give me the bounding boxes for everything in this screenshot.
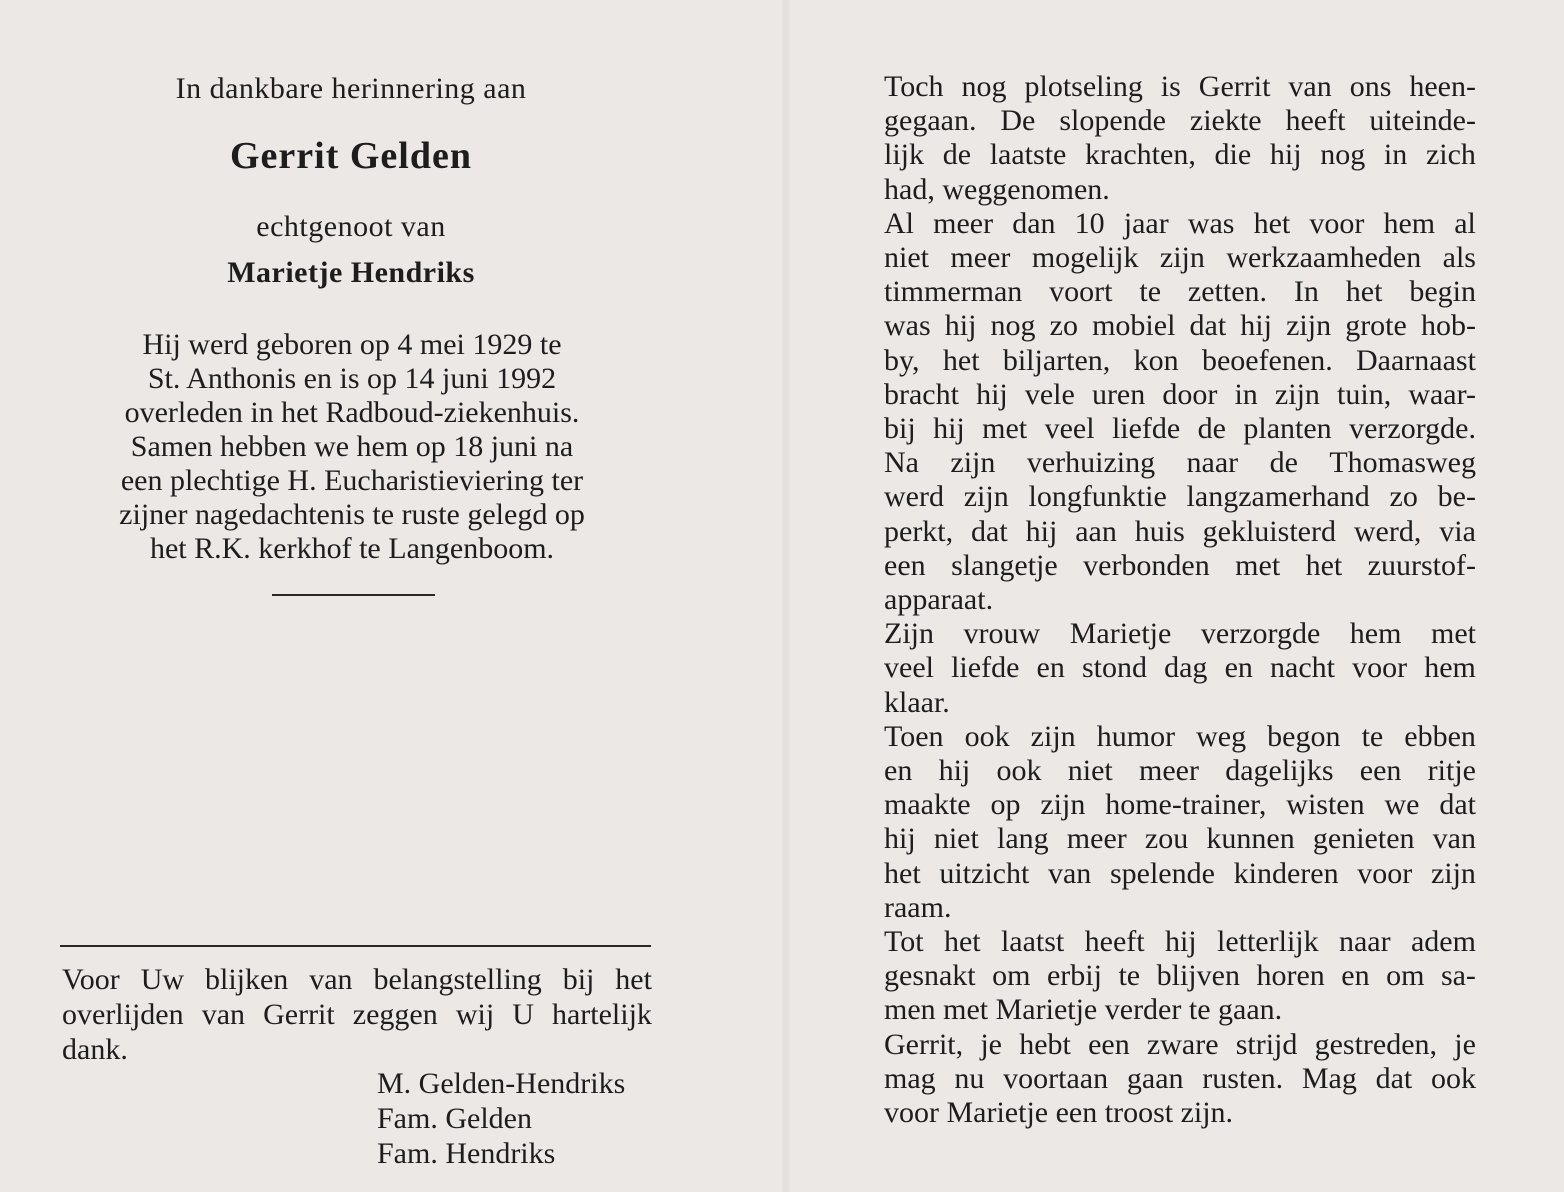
text-line <box>884 651 1476 685</box>
word: om <box>992 959 1031 993</box>
word: om <box>1386 959 1425 993</box>
word: Toen <box>884 719 944 753</box>
word: veel <box>1044 412 1095 446</box>
word: spelende <box>1109 856 1215 890</box>
word: in <box>1234 377 1258 411</box>
word: van <box>309 963 353 996</box>
word: werd <box>884 480 944 514</box>
word: hebt <box>1019 1027 1071 1061</box>
word: heeft <box>1084 925 1145 959</box>
word: mag <box>884 1061 936 1095</box>
word: een <box>1359 754 1402 788</box>
word: zo <box>1389 480 1418 514</box>
word: longfunktie <box>1028 480 1167 514</box>
word: zware <box>1146 1027 1219 1061</box>
word: Toch <box>884 70 944 103</box>
word: hij <box>944 309 977 343</box>
word: naar <box>1186 446 1239 480</box>
word: Thomasweg <box>1329 446 1476 480</box>
word: Voor <box>62 963 120 996</box>
text-line <box>884 857 1476 891</box>
word: via <box>1439 514 1476 548</box>
word: het <box>1345 275 1383 309</box>
word: dan <box>1012 206 1056 240</box>
text-line <box>884 480 1476 514</box>
word: van <box>201 998 246 1031</box>
word: U <box>512 998 534 1031</box>
word: wisten <box>1286 788 1365 822</box>
word: Daarnaast <box>1356 343 1476 377</box>
word: we <box>1384 788 1420 822</box>
text-line <box>884 1062 1476 1096</box>
word: planten <box>1243 412 1332 446</box>
text-line <box>884 241 1476 275</box>
spouse-name: Marietje Hendriks <box>227 256 475 289</box>
word: een <box>884 548 926 582</box>
word: dank. <box>62 1033 128 1066</box>
word: het <box>1253 206 1291 240</box>
text-line <box>884 344 1476 378</box>
word: dat <box>1375 1061 1413 1095</box>
word: te <box>1118 959 1141 993</box>
text-line <box>884 515 1476 549</box>
word: Mag <box>1301 1061 1357 1095</box>
word: nog <box>961 70 1007 103</box>
word: werd, <box>1353 514 1422 548</box>
word: naar <box>1338 925 1391 959</box>
word: dat <box>1189 309 1227 343</box>
word: zijn <box>1274 377 1320 411</box>
word: ook <box>964 719 1010 753</box>
word: aan <box>1075 514 1117 548</box>
word: ook <box>1431 1061 1476 1095</box>
word: kunnen <box>1206 822 1295 856</box>
text-line <box>884 822 1476 856</box>
word: zijn <box>1159 241 1205 275</box>
word: was <box>1187 206 1235 240</box>
word: door <box>1162 377 1218 411</box>
word: slopende <box>1059 104 1166 138</box>
word: hij <box>976 377 1008 411</box>
word: je <box>980 1027 1002 1061</box>
word: ons <box>1349 70 1392 103</box>
word: bracht <box>884 377 959 411</box>
word: zijn <box>1430 856 1476 890</box>
text-line <box>884 788 1476 822</box>
word: dagelijks <box>1225 754 1334 788</box>
word: strijd <box>1235 1027 1298 1061</box>
word: werkzaamheden <box>1226 241 1422 275</box>
word: het <box>1305 548 1343 582</box>
word: zetten. <box>1187 275 1268 309</box>
long-divider <box>60 945 651 947</box>
text-line: had, weggenomen. <box>884 172 1110 206</box>
word: vele <box>1024 377 1075 411</box>
text-line <box>884 959 1476 993</box>
word: Tot <box>884 925 924 959</box>
relation-text: echtgenoot van <box>256 210 446 243</box>
word: zijn <box>1030 719 1076 753</box>
word: voortaan <box>1003 1061 1109 1095</box>
word: grote <box>1345 309 1407 343</box>
word: de <box>1197 412 1226 446</box>
text-line <box>884 378 1476 412</box>
word: die <box>1214 138 1252 172</box>
text-line: klaar. <box>884 685 950 719</box>
text-line <box>884 1028 1476 1062</box>
word: een <box>1088 1027 1130 1061</box>
bio-line: het R.K. kerkhof te Langenboom. <box>149 532 555 565</box>
word: huis <box>1134 514 1185 548</box>
text-line <box>884 275 1476 309</box>
word: biljarten, <box>1002 343 1111 377</box>
text-line <box>884 412 1476 446</box>
word: gestreden, <box>1314 1027 1438 1061</box>
word: overlijden <box>62 998 184 1031</box>
word: op <box>990 788 1021 822</box>
bio-line: Hij werd geboren op 4 mei 1929 te <box>142 328 562 361</box>
word: tuin, <box>1337 377 1392 411</box>
word: met <box>982 412 1028 446</box>
word: by, <box>884 343 920 377</box>
word: Gerrit, <box>884 1027 964 1061</box>
word: meer <box>950 241 1011 275</box>
word: zeggen <box>352 998 438 1031</box>
text-line <box>884 754 1476 788</box>
word: nacht <box>1270 651 1335 685</box>
word: van <box>1047 856 1092 890</box>
word: slangetje <box>951 548 1058 582</box>
word: hij <box>1025 514 1058 548</box>
text-line <box>884 138 1476 172</box>
text-line <box>884 70 1476 104</box>
text-line <box>884 617 1476 651</box>
word: nog <box>1320 138 1366 172</box>
word: nu <box>954 1061 985 1095</box>
word: lang <box>996 822 1049 856</box>
word: is <box>1160 70 1181 103</box>
word: hob- <box>1420 309 1476 343</box>
word: bij <box>884 412 916 446</box>
word: uren <box>1091 377 1146 411</box>
word: letterlijk <box>1216 925 1319 959</box>
word: timmerman <box>884 275 1023 309</box>
word: horen <box>1256 959 1325 993</box>
word: gekluisterd <box>1202 514 1336 548</box>
word: zou <box>1144 822 1189 856</box>
word: dag <box>1164 651 1208 685</box>
word: Al <box>884 206 914 240</box>
word: al <box>1454 206 1476 240</box>
word: niet <box>884 241 929 275</box>
word: 10 <box>1074 206 1105 240</box>
word: sa- <box>1440 959 1476 993</box>
word: verzorgde. <box>1349 412 1476 446</box>
thanks-note <box>62 962 652 1067</box>
bio-line: St. Anthonis en is op 14 juni 1992 <box>147 362 557 395</box>
word: hem <box>1383 206 1436 240</box>
word: laatst <box>1000 925 1065 959</box>
word: mogelijk <box>1031 241 1139 275</box>
word: verzorgde <box>1200 617 1321 651</box>
deceased-name: Gerrit Gelden <box>230 135 472 177</box>
word: de <box>1269 446 1298 480</box>
word: in <box>1383 138 1408 172</box>
word: gegaan. <box>884 104 977 138</box>
word: hem <box>1349 617 1402 651</box>
word: en <box>1224 651 1253 685</box>
word: be- <box>1437 480 1476 514</box>
word: te <box>1361 719 1384 753</box>
word: gaan <box>1126 1061 1184 1095</box>
word: en <box>1036 651 1065 685</box>
word: Marietje <box>1069 617 1172 651</box>
word: van <box>1288 70 1332 103</box>
word: je <box>1454 1027 1476 1061</box>
text-line: voor Marietje een troost zijn. <box>884 1096 1234 1130</box>
word: vrouw <box>963 617 1041 651</box>
word: heeft <box>1285 104 1346 138</box>
word: plotseling <box>1024 70 1143 103</box>
word: genieten <box>1312 822 1415 856</box>
word: wij <box>455 998 495 1031</box>
word: hij <box>1269 138 1302 172</box>
text-line: apparaat. <box>884 583 994 617</box>
text-line <box>884 309 1476 343</box>
word: maakte <box>884 788 971 822</box>
text-line <box>884 207 1476 241</box>
word: zo <box>1049 309 1078 343</box>
word: liefde <box>1111 412 1181 446</box>
word: dat <box>1439 788 1476 822</box>
thanks-line <box>62 1032 652 1067</box>
bio-line: een plechtige H. Eucharistieviering ter <box>120 464 584 497</box>
word: lijk <box>884 138 925 172</box>
word: ziekte <box>1189 104 1262 138</box>
word: nog <box>990 309 1036 343</box>
word: uiteinde- <box>1369 104 1476 138</box>
word: mobiel <box>1092 309 1176 343</box>
word: veel <box>884 651 934 685</box>
word: laatste <box>989 138 1067 172</box>
word: met <box>1430 617 1476 651</box>
word: zijn <box>1286 309 1332 343</box>
word: zijn <box>1040 788 1086 822</box>
word: adem <box>1410 925 1476 959</box>
word: uitzicht <box>939 856 1030 890</box>
word: hij <box>938 754 971 788</box>
word: ritje <box>1427 754 1476 788</box>
word: als <box>1442 241 1476 275</box>
word: het <box>942 343 980 377</box>
bio-line: Samen hebben we hem op 18 juni na <box>130 430 574 463</box>
word: hij <box>933 412 965 446</box>
short-divider <box>272 594 435 596</box>
thanks-line <box>62 962 652 997</box>
word: voort <box>1049 275 1113 309</box>
text-line: men met Marietje verder te gaan. <box>884 993 1283 1027</box>
word: meer <box>1066 822 1127 856</box>
word: perkt, <box>884 514 954 548</box>
signer: Fam. Hendriks <box>377 1137 556 1170</box>
word: jaar <box>1123 206 1169 240</box>
thanks-line <box>62 997 652 1032</box>
word: zijn <box>950 446 996 480</box>
bio-line: overleden in het Radboud-ziekenhuis. <box>124 396 580 429</box>
word: niet <box>933 822 979 856</box>
word: ook <box>996 754 1042 788</box>
card-fold <box>782 0 790 1192</box>
word: liefde <box>951 651 1020 685</box>
word: erbij <box>1046 959 1102 993</box>
word: het <box>884 856 921 890</box>
word: voor <box>1309 206 1365 240</box>
word: krachten, <box>1085 138 1196 172</box>
word: Gerrit <box>263 998 335 1031</box>
word: voor <box>1352 651 1408 685</box>
word: Na <box>884 446 919 480</box>
word: het <box>943 925 981 959</box>
right-panel-text <box>884 70 1476 1130</box>
text-line <box>884 549 1476 583</box>
signer: M. Gelden-Hendriks <box>377 1067 626 1100</box>
text-line <box>884 720 1476 754</box>
word: gesnakt <box>884 959 976 993</box>
word: was <box>884 309 931 343</box>
word: en <box>884 754 913 788</box>
word: waar- <box>1408 377 1476 411</box>
word: weg <box>1196 719 1247 753</box>
word: kinderen <box>1233 856 1339 890</box>
word: kon <box>1133 343 1179 377</box>
word: Zijn <box>884 617 934 651</box>
word: stond <box>1081 651 1147 685</box>
word: zijn <box>963 480 1009 514</box>
word: humor <box>1096 719 1176 753</box>
word: zich <box>1425 138 1476 172</box>
text-line: raam. <box>884 890 952 924</box>
word: Uw <box>140 963 185 996</box>
signers <box>377 1066 625 1171</box>
word: hartelijk <box>551 998 652 1031</box>
word: heen- <box>1409 70 1476 103</box>
word: ebben <box>1404 719 1476 753</box>
word: te <box>1139 275 1162 309</box>
word: beoefenen. <box>1201 343 1333 377</box>
word: dat <box>971 514 1008 548</box>
text-line <box>884 104 1476 138</box>
word: begin <box>1409 275 1476 309</box>
signer: Fam. Gelden <box>377 1102 532 1135</box>
word: rusten. <box>1202 1061 1284 1095</box>
word: met <box>1235 548 1281 582</box>
intro-text: In dankbare herinnering aan <box>175 72 527 105</box>
word: hij <box>1240 309 1272 343</box>
word: bij <box>562 963 595 996</box>
word: zuurstof- <box>1367 548 1476 582</box>
word: van <box>1432 822 1476 856</box>
word: belangstelling <box>373 963 542 996</box>
word: niet <box>1067 754 1113 788</box>
word: en <box>1341 959 1370 993</box>
biography <box>80 328 624 566</box>
bio-line: zijner nagedachtenis te ruste gelegd op <box>119 498 585 531</box>
word: In <box>1293 275 1319 309</box>
word: meer <box>1139 754 1199 788</box>
word: het <box>615 963 652 996</box>
word: blijken <box>204 963 289 996</box>
word: begon <box>1267 719 1341 753</box>
word: Gerrit <box>1198 70 1271 103</box>
text-line <box>884 925 1476 959</box>
word: voor <box>1357 856 1413 890</box>
word: langzamerhand <box>1186 480 1370 514</box>
word: de <box>942 138 972 172</box>
word: hij <box>884 822 916 856</box>
word: De <box>1000 104 1036 138</box>
word: blijven <box>1156 959 1240 993</box>
word: home-trainer, <box>1105 788 1267 822</box>
word: meer <box>933 206 994 240</box>
word: hij <box>1164 925 1197 959</box>
text-line <box>884 446 1476 480</box>
word: verbonden <box>1083 548 1210 582</box>
word: verhuizing <box>1026 446 1156 480</box>
word: hem <box>1424 651 1476 685</box>
